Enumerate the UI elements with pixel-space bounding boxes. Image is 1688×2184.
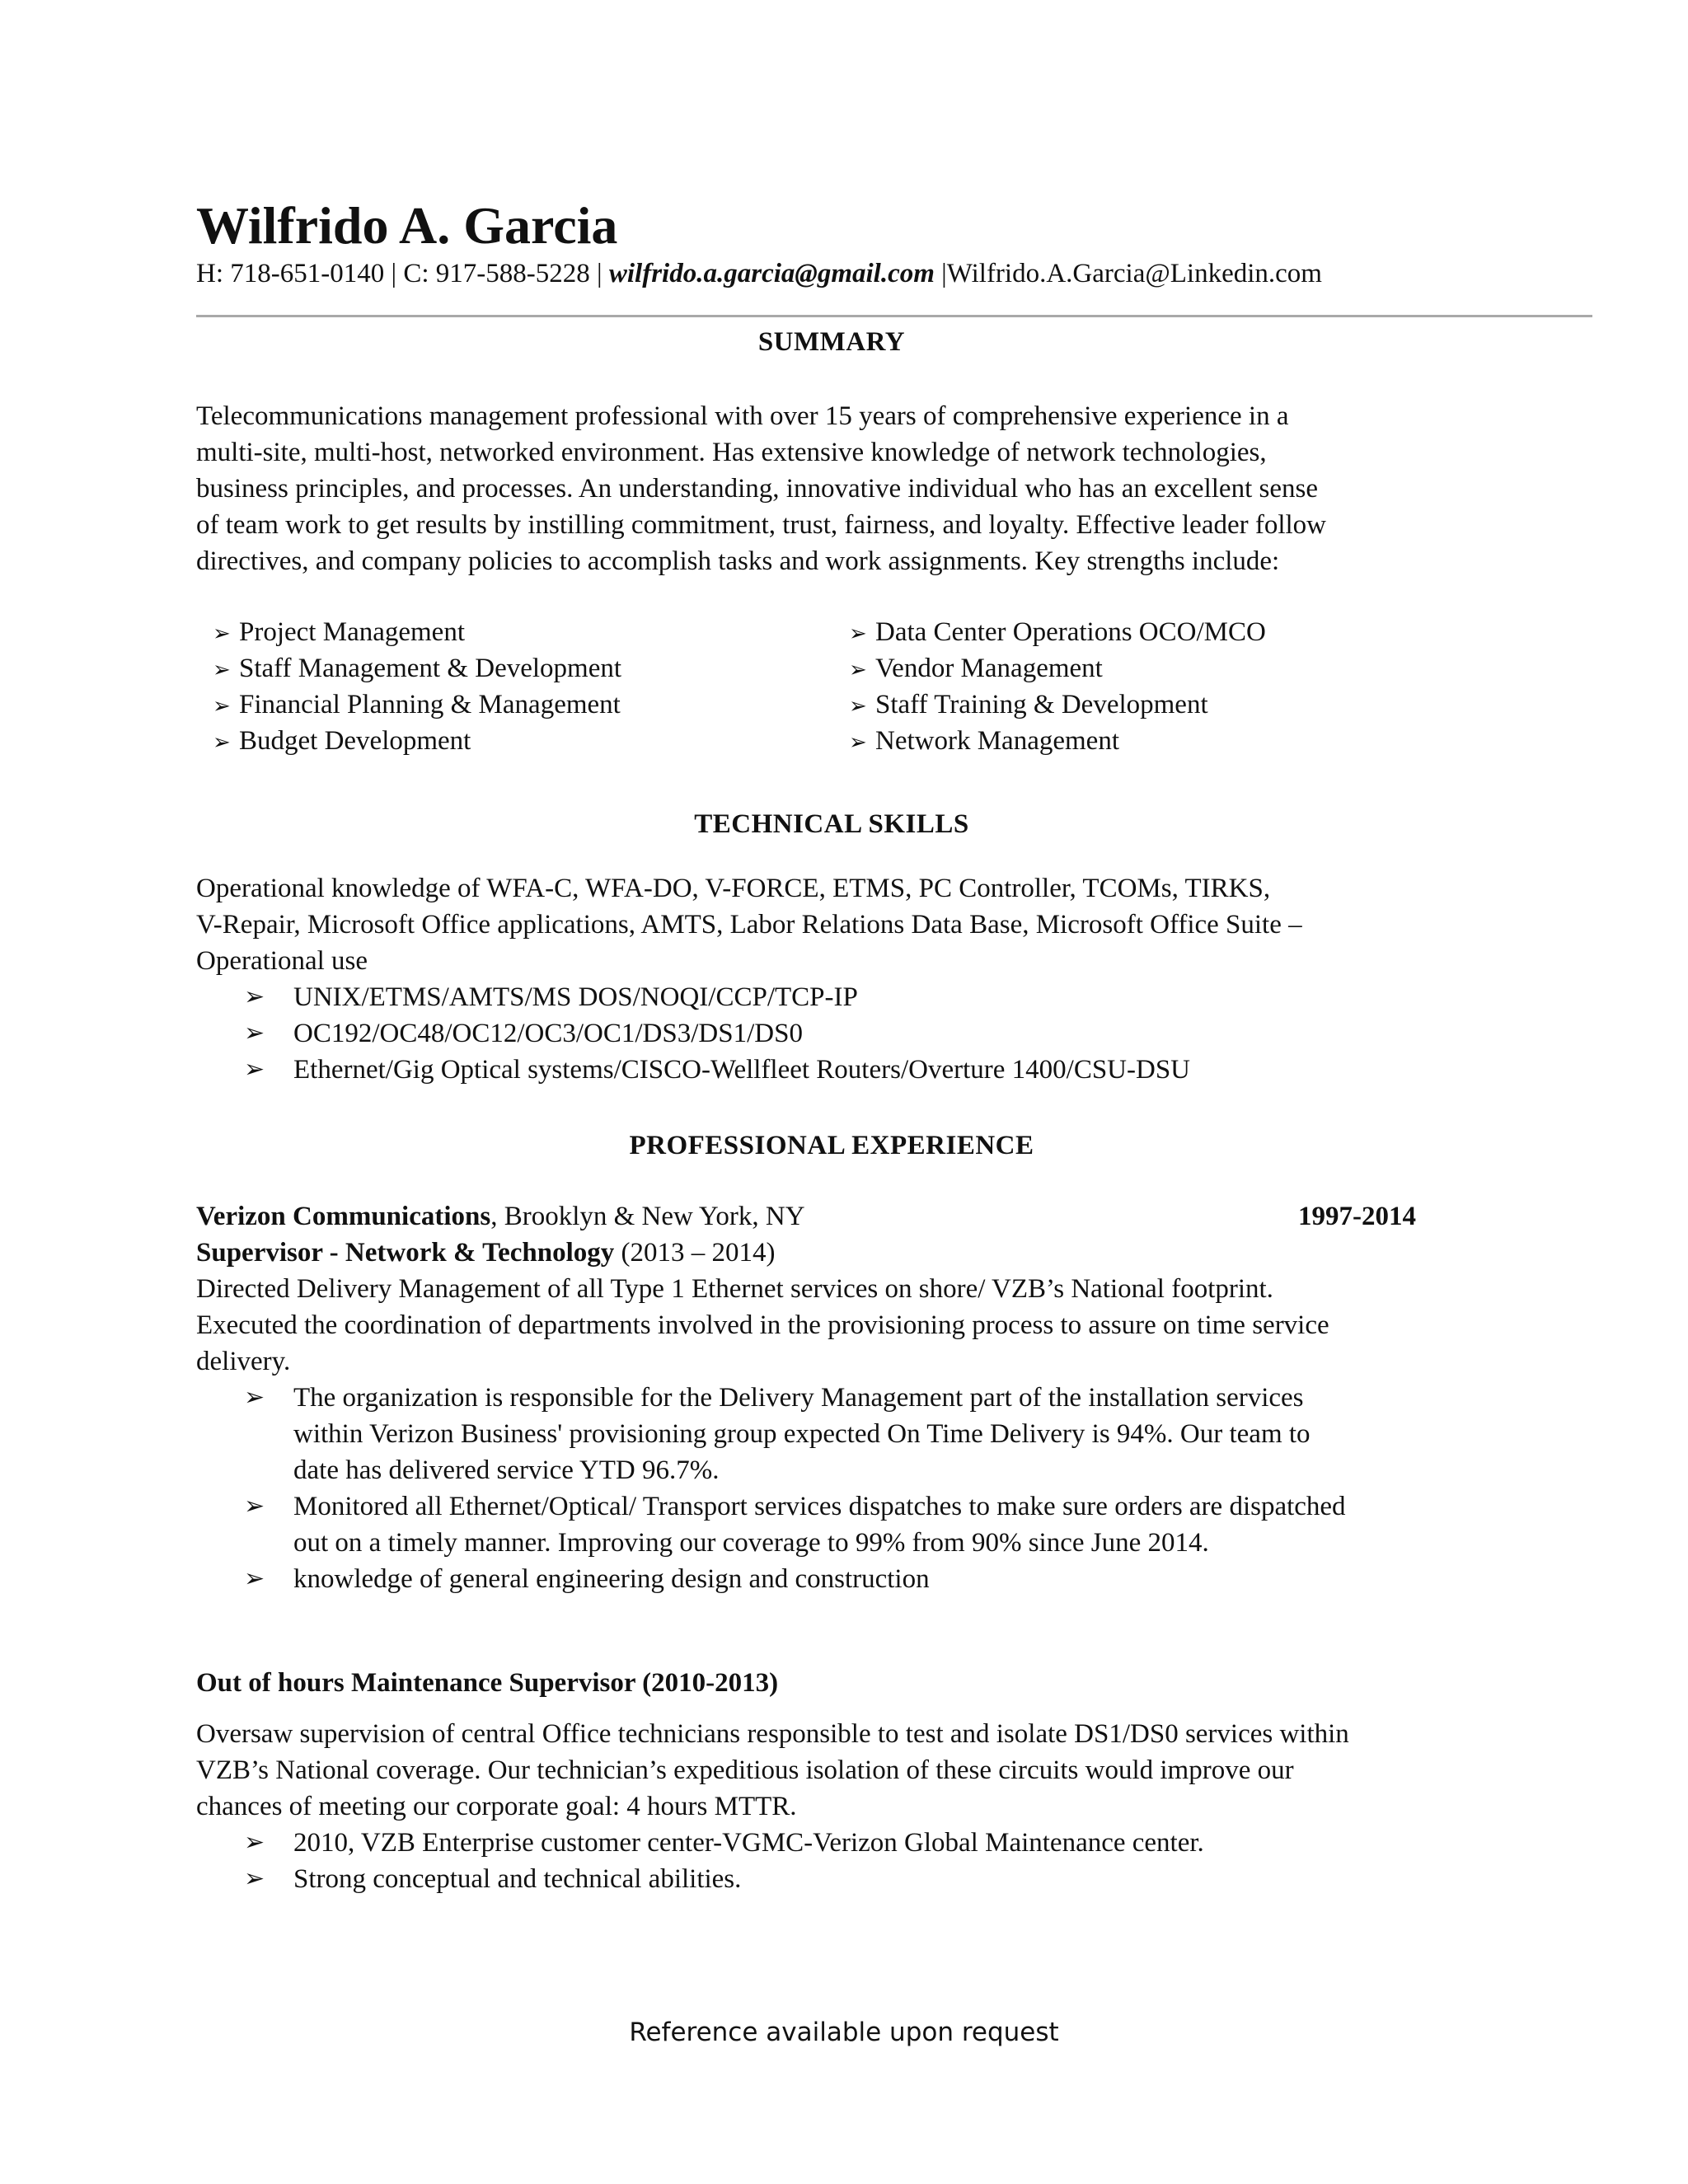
technical-paragraph — [196, 870, 1302, 979]
footer-note: Reference available upon request — [629, 2018, 1059, 2047]
resume-page: Wilfrido A. Garcia H: 718-651-0140 | C: 917-588-5228 | wilfrido.a.garcia@gmail.com |Wilfrido.A.Garcia@Linkedin.com SUMMARY Telecommunications management professional with over 15 years of comprehensive experience in a multi-site, multi-host, networked environment. Has extensive knowledge of network technologies, business principles, and processes. An understanding, innovative individual who has an excellent sense of team work to get results by instilling commitment, trust, fairness, and loyalty. Effective leader follow directives, and company policies to accomplish tasks and work assignments. Key strengths include: ➢ Project Management ➢ Staff Management & Development ➢ Financial Planning & Management ➢ Budget Development ➢ Data Center Operations OCO/MCO ➢ Vendor Management ➢ Staff Training & Development ➢ Network Management TECHNICAL SKILLS Operational knowledge of WFA-C, WFA-DO, V-FORCE, ETMS, PC Controller, TCOMs, TIRKS, V-Repair, Microsoft Office applications, AMTS, Labor Relations Data Base, Microsoft Office Suite – Operational use ➢ UNIX/ETMS/AMTS/MS DOS/NOQI/CCP/TCP-IP ➢ OC192/OC48/OC12/OC3/OC1/DS3/DS1/DS0 ➢ Ethernet/Gig Optical systems/CISCO-Wellfleet Routers/Overture 1400/CSU-DSU PROFESSIONAL EXPERIENCE Verizon Communications, Brooklyn & New York, NY 1997-2014 Supervisor - Network & Technology (2013 – 2014) Directed Delivery Management of all Type 1 Ethernet services on shore/ VZB’s National footprint. Executed the coordination of departments involved in the provisioning process to assure on time service delivery. ➢ The organization is responsible for the Delivery Management part of the installation services within Verizon Business' provisioning group expected On Time Delivery is 94%. Our team to date has delivered service YTD 96.7%. ➢ Monitored all Ethernet/Optical/ Transport services dispatches to make sure orders are dispatched out on a timely manner. Improving our coverage to 99% from 90% since June 2014. ➢ knowledge of general engineering design and construction Out of hours Maintenance Supervisor (2010-2013) Oversaw supervision of central Office technicians responsible to test and isolate DS1/DS0 services within VZB’s National coverage. Our technician’s expeditious isolation of these circuits would improve our chances of meeting our corporate goal: 4 hours MTTR. ➢ 2010, VZB Enterprise customer center-VGMC-Verizon Global Maintenance center. ➢ Strong conceptual and technical abilities. Reference available upon request — [0, 0, 1688, 2184]
employment-years: 1997-2014 — [1298, 1202, 1416, 1231]
home-phone: H: 718-651-0140 — [196, 259, 385, 288]
list-item: ➢ Staff Training & Development — [849, 687, 1266, 724]
arrow-bullet-icon: ➢ — [244, 1828, 265, 1857]
tech-line: V-Repair, Microsoft Office applications, AMTS, Labor Relations Data Base, Microsoft Office Suite – — [196, 910, 1302, 940]
linkedin-link[interactable]: Wilfrido.A.Garcia@Linkedin.com — [946, 259, 1322, 288]
arrow-bullet-icon: ➢ — [244, 1383, 265, 1412]
summary-line: Telecommunications management professional with over 15 years of comprehensive experience in a — [196, 401, 1289, 431]
arrow-bullet-icon: ➢ — [244, 1564, 265, 1593]
cell-phone: C: 917-588-5228 — [403, 259, 590, 288]
list-item: ➢ Staff Management & Development — [213, 651, 621, 687]
summary-line: multi-site, multi-host, networked environment. Has extensive knowledge of network technologies, — [196, 438, 1267, 467]
arrow-bullet-icon: ➢ — [244, 1055, 265, 1084]
role-title: Supervisor - Network & Technology — [196, 1238, 615, 1268]
header-divider — [196, 315, 1592, 317]
list-item: ➢ Project Management — [213, 615, 621, 651]
technical-skills-heading: TECHNICAL SKILLS — [694, 809, 969, 839]
arrow-bullet-icon: ➢ — [244, 1019, 265, 1047]
arrow-bullet-icon: ➢ — [213, 694, 231, 719]
arrow-bullet-icon: ➢ — [213, 658, 231, 682]
candidate-name: Wilfrido A. Garcia — [196, 196, 618, 255]
role-description: Directed Delivery Management of all Type 1 Ethernet services on shore/ VZB’s National footprint. Executed the coordination of departments involved in the provisioning process to assure on time service delivery. — [196, 1274, 1329, 1376]
role-title: Out of hours Maintenance Supervisor (2010-2013) — [196, 1668, 779, 1698]
arrow-bullet-icon: ➢ — [244, 1864, 265, 1893]
list-item: ➢ Data Center Operations OCO/MCO — [849, 615, 1266, 651]
role-dates: (2013 – 2014) — [614, 1238, 776, 1268]
contact-line: H: 718-651-0140 | C: 917-588-5228 | wilfrido.a.garcia@gmail.com |Wilfrido.A.Garcia@Linkedin.com — [196, 259, 1322, 288]
arrow-bullet-icon: ➢ — [244, 1492, 265, 1521]
company-name: Verizon Communications — [196, 1202, 491, 1231]
list-item: ➢ Budget Development — [213, 724, 621, 760]
separator: | — [589, 259, 609, 288]
summary-line: of team work to get results by instilling commitment, trust, fairness, and loyalty. Effective leader follow — [196, 510, 1327, 540]
separator: | — [384, 259, 404, 288]
arrow-bullet-icon: ➢ — [213, 621, 231, 646]
role-description: Oversaw supervision of central Office technicians responsible to test and isolate DS1/DS0 services within VZB’s National coverage. Our technician’s expeditious isolation of these circuits would improve our chances of meeting our corporate goal: 4 hours MTTR. — [196, 1719, 1349, 1821]
company-location: , Brooklyn & New York, NY — [490, 1202, 805, 1231]
tech-line: Operational use — [196, 946, 368, 976]
arrow-bullet-icon: ➢ — [849, 658, 867, 682]
role-title-line — [196, 1235, 775, 1271]
company-line — [196, 1198, 805, 1235]
summary-paragraph — [196, 398, 1326, 579]
list-item: ➢ Financial Planning & Management — [213, 687, 621, 724]
arrow-bullet-icon: ➢ — [849, 621, 867, 646]
summary-line: business principles, and processes. An understanding, innovative individual who has an excellent sense — [196, 474, 1318, 504]
tech-line: Operational knowledge of WFA-C, WFA-DO, V-FORCE, ETMS, PC Controller, TCOMs, TIRKS, — [196, 874, 1271, 903]
strengths-right-list — [849, 615, 1266, 760]
arrow-bullet-icon: ➢ — [849, 694, 867, 719]
summary-heading: SUMMARY — [757, 327, 906, 357]
email-link[interactable]: wilfrido.a.garcia@gmail.com — [608, 259, 935, 288]
strengths-left-list — [213, 615, 621, 760]
arrow-bullet-icon: ➢ — [849, 730, 867, 755]
summary-line: directives, and company policies to accomplish tasks and work assignments. Key strengths include: — [196, 546, 1280, 576]
arrow-bullet-icon: ➢ — [244, 982, 265, 1011]
experience-heading: PROFESSIONAL EXPERIENCE — [629, 1131, 1034, 1160]
arrow-bullet-icon: ➢ — [213, 730, 231, 755]
list-item: ➢ Network Management — [849, 724, 1266, 760]
list-item: ➢ Vendor Management — [849, 651, 1266, 687]
